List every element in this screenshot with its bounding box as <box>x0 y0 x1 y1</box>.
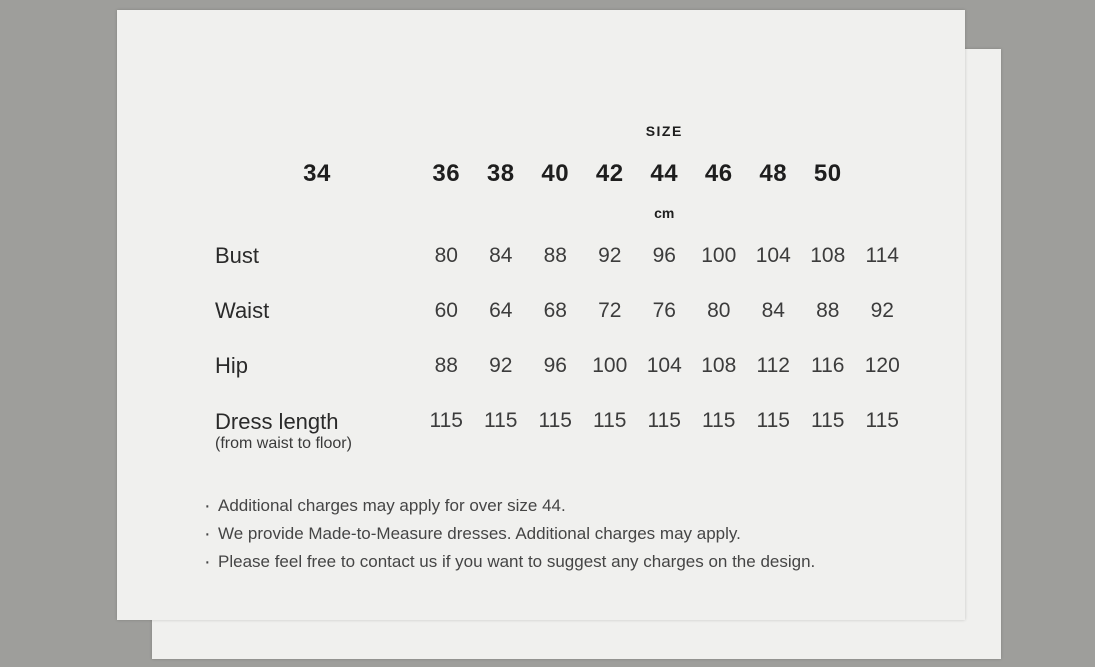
hip-value: 104 <box>646 354 682 377</box>
bullet-icon: · <box>204 494 211 517</box>
size-header: 38 <box>486 160 515 187</box>
dress-length-value: 115 <box>593 409 627 432</box>
waist-value: 76 <box>652 298 676 322</box>
footnote-item <box>204 548 815 576</box>
footnote-item <box>204 492 815 520</box>
size-header: 40 <box>541 160 570 187</box>
bust-value: 84 <box>489 243 513 267</box>
footnote-item <box>204 520 815 548</box>
hip-value: 100 <box>592 354 628 377</box>
bust-value: 80 <box>434 243 458 267</box>
dress-length-value: 115 <box>484 409 518 432</box>
hip-value: 92 <box>489 354 513 377</box>
row-label-waist: Waist <box>215 297 270 323</box>
waist-value: 72 <box>598 298 622 322</box>
hip-value: 96 <box>543 354 567 377</box>
hip-value: 108 <box>701 354 737 377</box>
waist-value: 88 <box>816 298 840 322</box>
footnotes <box>204 492 815 576</box>
size-header: 50 <box>813 160 842 187</box>
hip-value: 116 <box>811 354 845 377</box>
row-label-dress-length <box>215 394 419 460</box>
footnote-text: Please feel free to contact us if you want to suggest any charges on the design. <box>218 552 816 571</box>
bullet-icon: · <box>204 550 211 573</box>
size-chart-title: SIZE <box>645 123 683 139</box>
bust-value: 92 <box>598 243 622 267</box>
size-chart-table <box>215 112 910 460</box>
size-header: 46 <box>704 160 733 187</box>
size-header: 42 <box>595 160 624 187</box>
hip-value: 120 <box>864 354 900 377</box>
waist-value: 60 <box>434 298 458 322</box>
waist-value: 92 <box>870 298 894 322</box>
waist-value: 84 <box>761 298 785 322</box>
bust-value: 100 <box>701 243 737 267</box>
bust-value: 88 <box>543 243 567 267</box>
bust-value: 108 <box>810 243 846 267</box>
hip-value: 112 <box>756 354 790 377</box>
dress-length-value: 115 <box>538 409 572 432</box>
bullet-icon: · <box>204 522 211 545</box>
dress-length-label: Dress length <box>215 408 339 434</box>
size-header: 34 <box>303 160 331 187</box>
dress-length-value: 115 <box>811 409 845 432</box>
dress-length-value: 115 <box>702 409 736 432</box>
row-label-bust: Bust <box>215 242 260 268</box>
dress-length-value: 115 <box>429 409 463 432</box>
bust-value: 114 <box>865 243 899 267</box>
size-header: 36 <box>432 160 461 187</box>
hip-value: 88 <box>434 354 458 377</box>
dress-length-value: 115 <box>647 409 681 432</box>
dress-length-sublabel: (from waist to floor) <box>215 434 352 452</box>
size-header: 44 <box>650 160 679 187</box>
row-label-hip: Hip <box>215 353 249 378</box>
waist-value: 68 <box>543 298 567 322</box>
footnote-text: We provide Made-to-Measure dresses. Additional charges may apply. <box>218 524 741 543</box>
unit-label: cm <box>654 205 675 221</box>
dress-length-value: 115 <box>865 409 899 432</box>
dress-length-value: 115 <box>756 409 790 432</box>
waist-value: 80 <box>707 298 731 322</box>
bust-value: 96 <box>652 243 676 267</box>
footnote-text: Additional charges may apply for over size 44. <box>218 496 566 515</box>
size-header: 48 <box>759 160 788 187</box>
bust-value: 104 <box>755 243 791 267</box>
waist-value: 64 <box>489 298 513 322</box>
